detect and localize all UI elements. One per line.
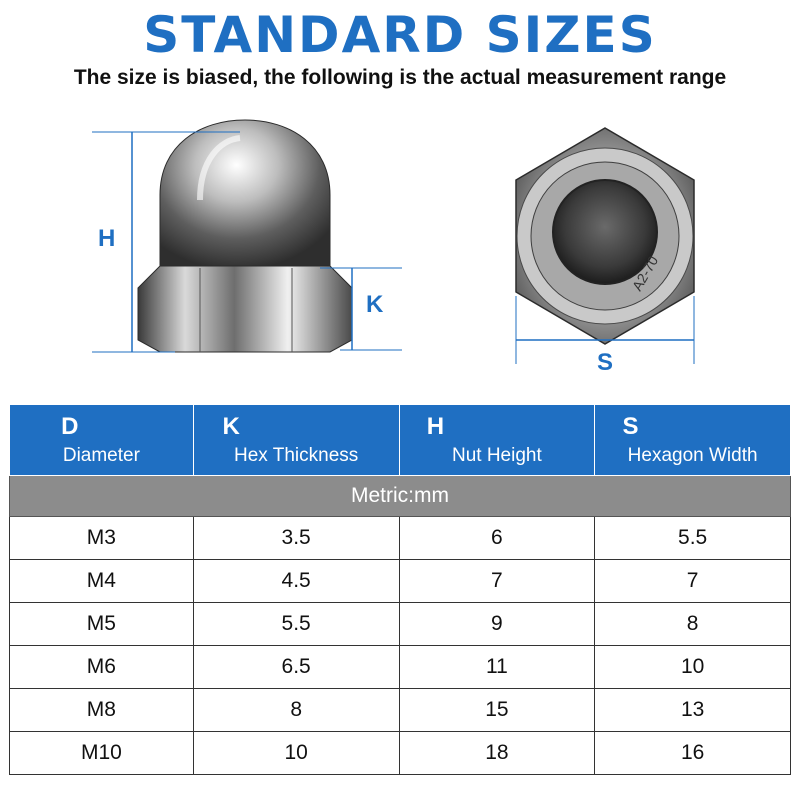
- table-header-row: [10, 405, 791, 476]
- cell-diameter: M3: [10, 517, 194, 560]
- header-name: Hex Thickness: [234, 445, 359, 466]
- cell-nut-height: 11: [399, 646, 595, 689]
- cell-nut-height: 6: [399, 517, 595, 560]
- cell-diameter: M8: [10, 689, 194, 732]
- cap-nut-side-view: [138, 120, 352, 352]
- cell-hexagon-width: 8: [595, 603, 791, 646]
- header-name: Hexagon Width: [627, 445, 758, 466]
- cell-nut-height: 15: [399, 689, 595, 732]
- header-symbol: H: [426, 413, 445, 440]
- unit-row: [10, 476, 791, 517]
- table-row: [10, 560, 791, 603]
- table-row: [10, 732, 791, 775]
- cell-hexagon-width: 7: [595, 560, 791, 603]
- cell-nut-height: 7: [399, 560, 595, 603]
- cell-hex-thickness: 3.5: [193, 517, 399, 560]
- table-row: [10, 517, 791, 560]
- header-nut-height: [399, 405, 595, 476]
- cell-nut-height: 9: [399, 603, 595, 646]
- cell-hex-thickness: 6.5: [193, 646, 399, 689]
- header-hex-thickness: [193, 405, 399, 476]
- header-name: Nut Height: [451, 445, 542, 466]
- nut-dimension-figure: [0, 110, 800, 400]
- table-row: [10, 603, 791, 646]
- label-k: K: [366, 291, 384, 318]
- cell-diameter: M10: [10, 732, 194, 775]
- label-h: H: [98, 225, 116, 252]
- cell-hexagon-width: 5.5: [595, 517, 791, 560]
- page-title: STANDARD SIZES: [143, 6, 657, 64]
- cell-diameter: M6: [10, 646, 194, 689]
- stamp-text: A2-70: [628, 253, 662, 294]
- cell-diameter: M4: [10, 560, 194, 603]
- cell-hexagon-width: 10: [595, 646, 791, 689]
- cell-hex-thickness: 4.5: [193, 560, 399, 603]
- cell-hexagon-width: 16: [595, 732, 791, 775]
- table-row: [10, 646, 791, 689]
- cell-hex-thickness: 5.5: [193, 603, 399, 646]
- header-diameter: [10, 405, 194, 476]
- label-s: S: [597, 349, 614, 376]
- size-table: [9, 404, 791, 775]
- table-row: [10, 689, 791, 732]
- header-symbol: S: [622, 413, 639, 440]
- header-symbol: K: [222, 413, 240, 440]
- page-subtitle: The size is biased, the following is the actual measurement range: [73, 66, 727, 89]
- header-name: Diameter: [62, 445, 140, 466]
- header-symbol: D: [61, 413, 79, 440]
- cell-nut-height: 18: [399, 732, 595, 775]
- cell-diameter: M5: [10, 603, 194, 646]
- cell-hex-thickness: 8: [193, 689, 399, 732]
- unit-label: Metric:mm: [10, 476, 791, 517]
- header-hexagon-width: [595, 405, 791, 476]
- cell-hex-thickness: 10: [193, 732, 399, 775]
- cell-hexagon-width: 13: [595, 689, 791, 732]
- cap-nut-bottom-view: [516, 128, 694, 344]
